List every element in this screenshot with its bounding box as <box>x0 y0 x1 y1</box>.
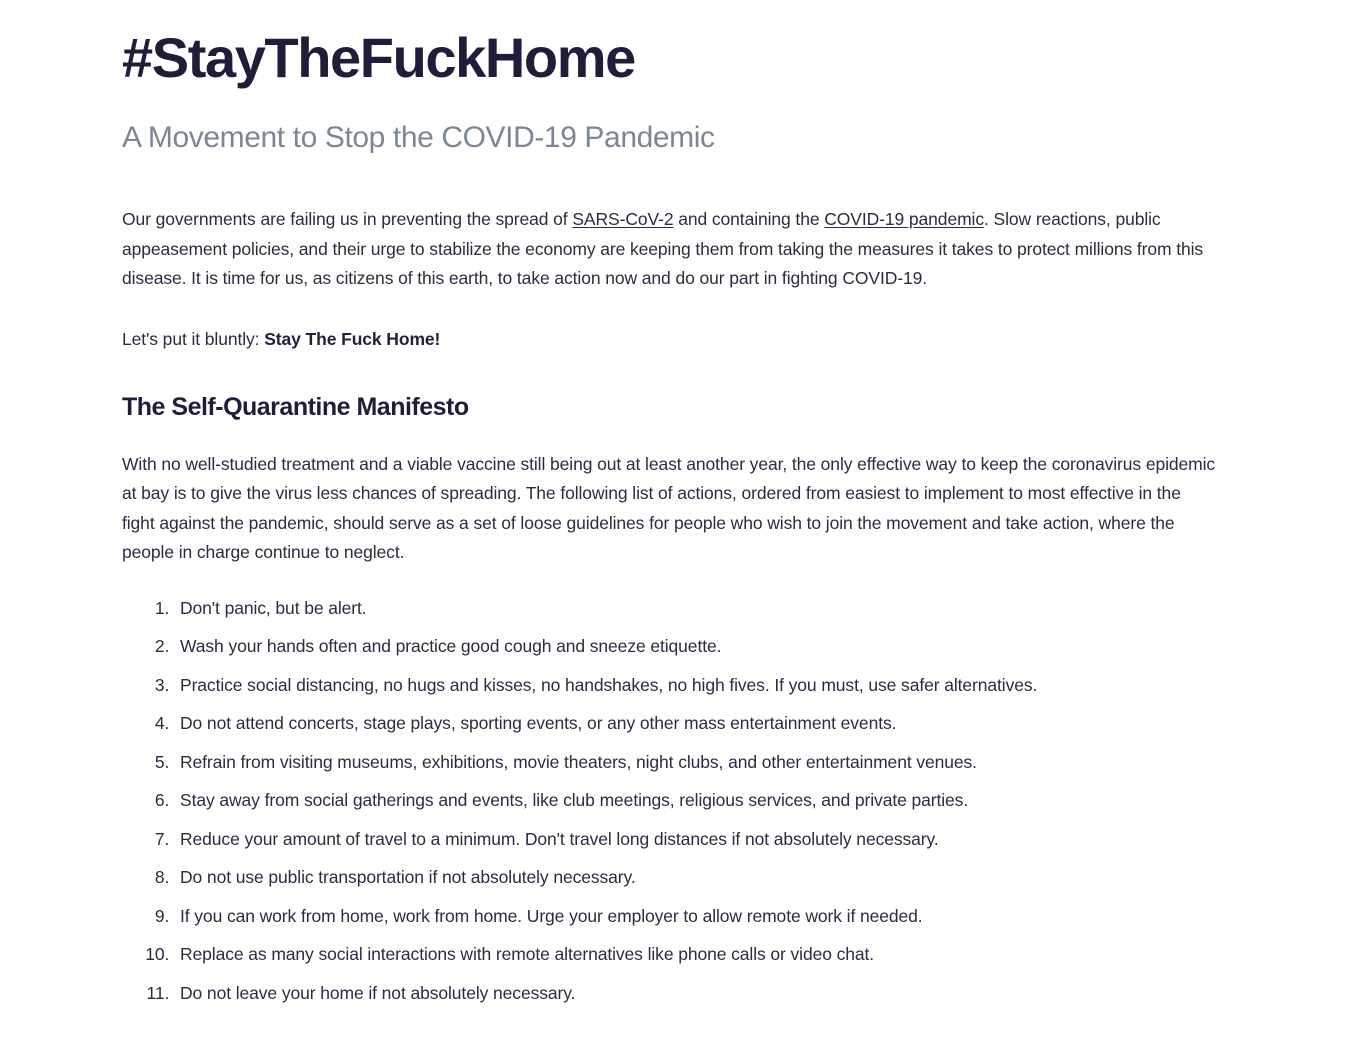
manifesto-list <box>122 596 1217 1005</box>
document-content <box>122 26 1217 1005</box>
spacer <box>122 424 1217 450</box>
spacer <box>122 294 1217 325</box>
list-item: 4. Do not attend concerts, stage plays, sporting events, or any other mass entertainment events. <box>174 711 1217 735</box>
intro-paragraph <box>122 205 1217 294</box>
spacer <box>122 354 1217 391</box>
section-paragraph: With no well-studied treatment and a viable vaccine still being out at least another year, the only effective way to keep the coronavirus epidemic at bay is to give the virus less chances of spreading. The following list of actions, ordered from easiest to implement to most effective in the fight against the pandemic, should serve as a set of loose guidelines for people who wish to join the movement and take action, where the people in charge continue to neglect. <box>122 453 1216 563</box>
list-item: 8. Do not use public transportation if not absolutely necessary. <box>174 865 1217 889</box>
list-item: 6. Stay away from social gatherings and events, like club meetings, religious services, and private parties. <box>174 788 1217 812</box>
page-title: #StayTheFuckHome <box>122 26 635 89</box>
list-item: 9. If you can work from home, work from home. Urge your employer to allow remote work if needed. <box>174 904 1217 928</box>
list-item: 7. Reduce your amount of travel to a minimum. Don't travel long distances if not absolutely necessary. <box>174 827 1217 851</box>
spacer <box>122 568 1217 596</box>
intro-text-part-1: Our governments are failing us in preventing the spread of <box>122 209 573 230</box>
page-subtitle: A Movement to Stop the COVID-19 Pandemic <box>122 121 715 155</box>
list-item: 2. Wash your hands often and practice good cough and sneeze etiquette. <box>174 634 1217 658</box>
section-heading-manifesto: The Self-Quarantine Manifesto <box>122 393 469 422</box>
link-sars-cov-2[interactable]: SARS-CoV-2 <box>572 209 674 230</box>
intro-text-part-3: . Slow reactions, public appeasement policies, and their urge to stabilize the economy are keeping them from taking the measures it takes to protect millions from this disease. It is time for us, as citizens of this earth, to take action now and do our part in fighting COVID-19. <box>122 209 1204 289</box>
list-item: 3. Practice social distancing, no hugs and kisses, no handshakes, no high fives. If you must, use safer alternatives. <box>174 673 1217 697</box>
bluntly-lead: Let's put it bluntly: <box>122 328 265 349</box>
list-item: 11. Do not leave your home if not absolutely necessary. <box>174 981 1217 1005</box>
list-item: 5. Refrain from visiting museums, exhibitions, movie theaters, night clubs, and other entertainment venues. <box>174 750 1217 774</box>
list-item: 1. Don't panic, but be alert. <box>174 596 1217 620</box>
bluntly-paragraph <box>122 325 1217 355</box>
list-item: 10. Replace as many social interactions with remote alternatives like phone calls or video chat. <box>174 942 1217 966</box>
intro-text-part-2: and containing the <box>673 209 825 230</box>
spacer <box>122 157 1217 205</box>
link-covid-19-pandemic[interactable]: COVID-19 pandemic <box>824 209 984 230</box>
bluntly-emphasis: Stay The Fuck Home! <box>264 328 441 349</box>
